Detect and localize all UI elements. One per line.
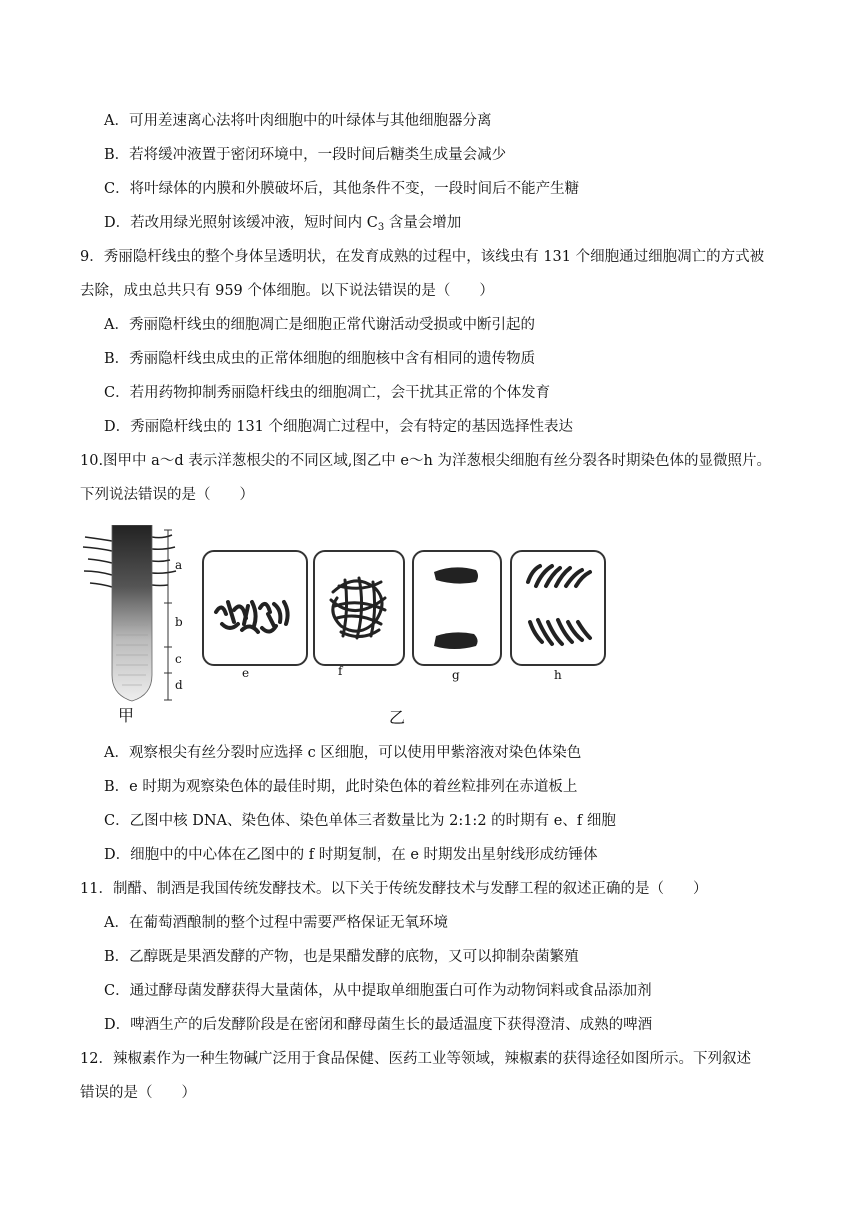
q11-option-b: B．乙醇既是果酒发酵的产物，也是果醋发酵的底物，又可以抑制杂菌繁殖 (104, 949, 579, 965)
panel-g (412, 550, 502, 666)
q10-option-d: D．细胞中的中心体在乙图中的 f 时期复制，在 e 时期发出星射线形成纺锤体 (104, 847, 598, 863)
zone-label-b: b (175, 615, 183, 629)
panel-f (313, 550, 405, 666)
q11-option-d: D．啤酒生产的后发酵阶段是在密闭和酵母菌生长的最适温度下获得澄清、成熟的啤酒 (104, 1017, 653, 1033)
q8-option-b: B．若将缓冲液置于密闭环境中，一段时间后糖类生成量会减少 (104, 147, 507, 163)
figure-caption-left: 甲 (118, 706, 135, 725)
q8-option-d-text: D．若改用绿光照射该缓冲液，短时间内 C (104, 215, 378, 231)
q10-stem-line1: 10.图甲中 a～d 表示洋葱根尖的不同区域,图乙中 e～h 为洋葱根尖细胞有丝分裂各时期染色体的显微照片。 (80, 453, 771, 469)
q8-option-a: A．可用差速离心法将叶肉细胞中的叶绿体与其他细胞器分离 (104, 113, 492, 129)
q8-option-c: C．将叶绿体的内膜和外膜破坏后，其他条件不变，一段时间后不能产生糖 (104, 181, 580, 197)
q8-option-d-tail: 含量会增加 (384, 215, 462, 231)
q9-option-a: A．秀丽隐杆线虫的细胞凋亡是细胞正常代谢活动受损或中断引起的 (104, 317, 535, 333)
panel-label-f: f (338, 664, 343, 678)
panel-e (202, 550, 308, 666)
q9-option-d: D．秀丽隐杆线虫的 131 个细胞凋亡过程中，会有特定的基因选择性表达 (104, 419, 574, 435)
q10-option-a: A．观察根尖有丝分裂时应选择 c 区细胞，可以使用甲紫溶液对染色体染色 (104, 745, 582, 761)
q11-option-c: C．通过酵母菌发酵获得大量菌体，从中提取单细胞蛋白可作为动物饲料或食品添加剂 (104, 983, 652, 999)
q9-option-c: C．若用药物抑制秀丽隐杆线虫的细胞凋亡，会干扰其正常的个体发育 (104, 385, 551, 401)
q10-figure (80, 520, 620, 730)
q9-option-b: B．秀丽隐杆线虫成虫的正常体细胞的细胞核中含有相同的遗传物质 (104, 351, 536, 367)
q10-option-b: B．e 时期为观察染色体的最佳时期，此时染色体的着丝粒排列在赤道板上 (104, 779, 578, 795)
q8-option-d-subscript: 3 (377, 222, 385, 233)
chromosomes-h (512, 552, 604, 664)
q10-stem-line2: 下列说法错误的是（ ） (80, 487, 254, 503)
q11-option-a: A．在葡萄酒酿制的整个过程中需要严格保证无氧环境 (104, 915, 448, 931)
chromosomes-e (204, 552, 306, 664)
panel-label-g: g (452, 668, 460, 682)
q8-option-d (104, 213, 461, 238)
panel-label-h: h (554, 668, 562, 682)
zone-label-c: c (175, 652, 182, 666)
q9-stem-line2: 去除，成虫总共只有 959 个体细胞。以下说法错误的是（ ） (80, 283, 494, 299)
chromosomes-f (315, 552, 403, 664)
q11-stem-line1: 11．制醋、制酒是我国传统发酵技术。以下关于传统发酵技术与发酵工程的叙述正确的是（ ） (80, 881, 708, 897)
q10-option-c: C．乙图中核 DNA、染色体、染色单体三者数量比为 2:1:2 的时期有 e、f 细胞 (104, 813, 616, 829)
zone-label-a: a (175, 558, 183, 572)
q12-stem-line1: 12．辣椒素作为一种生物碱广泛用于食品保健、医药工业等领域，辣椒素的获得途径如图所示。下列叙述 (80, 1051, 751, 1067)
chromosomes-g (414, 552, 500, 664)
q9-stem-line1: 9．秀丽隐杆线虫的整个身体呈透明状，在发育成熟的过程中，该线虫有 131 个细胞通过细胞凋亡的方式被 (80, 249, 765, 265)
zone-label-d: d (175, 678, 183, 692)
root-tip-diagram (80, 525, 190, 705)
panel-label-e: e (242, 666, 250, 680)
q12-stem-line2: 错误的是（ ） (80, 1085, 196, 1101)
panel-h (510, 550, 606, 666)
figure-caption-right: 乙 (389, 708, 406, 727)
